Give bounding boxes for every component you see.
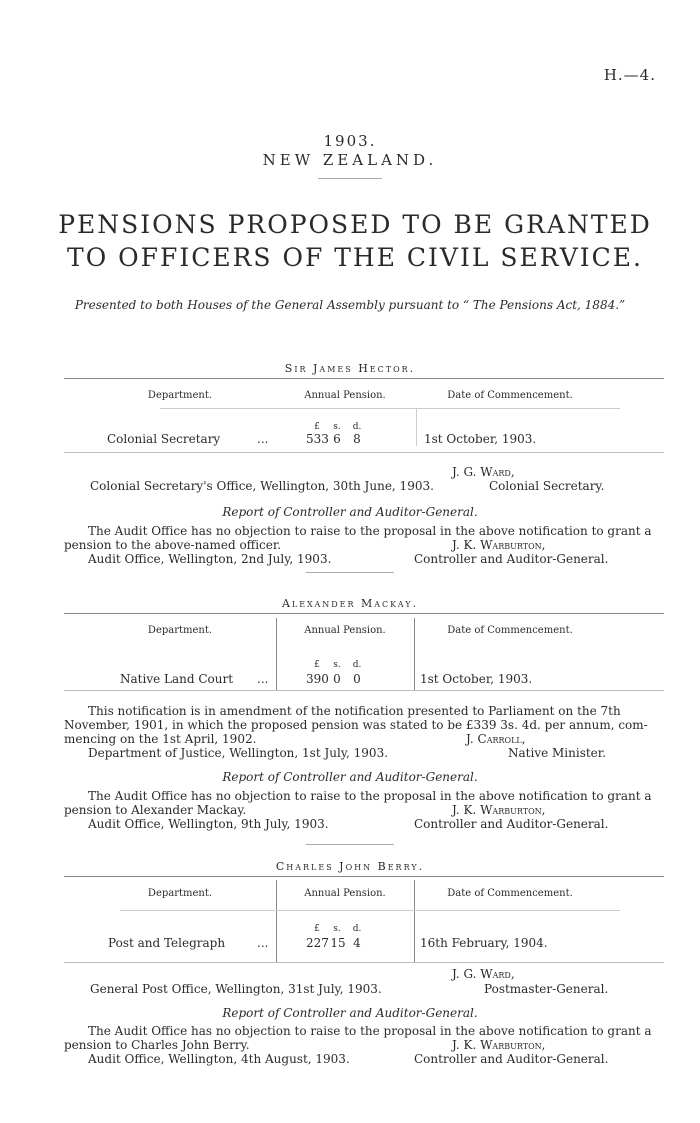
presented-note: Presented to both Houses of the General Assembly pursuant to “ The Pensions Act, 1884.” [74,298,626,312]
table-top-rule [64,613,664,614]
header-date: Date of Commencement. [447,625,573,636]
note-line-2: November, 1901, in which the proposed pension was stated to be £339 3s. 4d. per annum, com- [64,718,648,732]
unit-shillings: s. [333,660,341,670]
report-heading: Report of Controller and Auditor-General. [222,1006,478,1020]
column-divider [414,618,415,690]
pension-pence: 8 [353,432,361,446]
unit-pounds: £ [314,660,320,670]
audit-title: Controller and Auditor-General. [414,1052,609,1066]
divider [306,844,394,845]
department-cell: Post and Telegraph [108,936,226,950]
note-line-3: mencing on the 1st April, 1902. [64,732,257,746]
audit-title: Controller and Auditor-General. [414,817,609,831]
pension-pounds: 227 [306,936,329,950]
signer-title: Colonial Secretary. [489,479,605,493]
commencement-cell: 16th February, 1904. [420,936,548,950]
column-divider [276,618,277,690]
audit-text-line-1: The Audit Office has no objection to raise to the proposal in the above notification to grant a [88,1024,652,1038]
office-line: Department of Justice, Wellington, 1st July, 1903. [88,746,389,760]
table-top-rule [64,378,664,379]
audit-title: Controller and Auditor-General. [414,552,609,566]
unit-shillings: s. [333,422,341,432]
divider [306,572,394,573]
note-line-1: This notification is in amendment of the notification presented to Parliament on the 7th [88,704,621,718]
office-line: Colonial Secretary's Office, Wellington, 30th June, 1903. [90,479,434,493]
audit-text-line-2: pension to Alexander Mackay. [64,803,247,817]
audit-office-line: Audit Office, Wellington, 2nd July, 1903. [88,552,332,566]
header-date: Date of Commencement. [447,888,573,899]
column-divider [416,408,417,446]
department-cell: Colonial Secretary [107,432,221,446]
header-department: Department. [147,888,213,899]
document-year: 1903. [323,132,377,150]
unit-pence: d. [352,422,362,432]
audit-office-line: Audit Office, Wellington, 4th August, 1903. [88,1052,350,1066]
section-name: Sir James Hector. [284,362,416,375]
page-title: PENSIONS PROPOSED TO BE GRANTED TO OFFICERS OF THE CIVIL SERVICE. [58,210,652,272]
header-date: Date of Commencement. [447,390,573,401]
section-name: Alexander Mackay. [281,597,419,610]
pension-shillings: 15 [330,936,346,950]
leader-dots: ... [257,672,269,686]
document-country: NEW ZEALAND. [262,151,438,169]
table-bottom-rule [64,690,664,691]
commencement-cell: 1st October, 1903. [420,672,533,686]
audit-signer: J. K. Warburton, [452,803,546,817]
table-bottom-rule [64,962,664,963]
document-reference: H.—4. [603,66,656,84]
table-header-rule [160,408,620,409]
header-department: Department. [147,625,213,636]
unit-shillings: s. [333,924,341,934]
header-pension: Annual Pension. [304,390,386,401]
audit-office-line: Audit Office, Wellington, 9th July, 1903. [88,817,329,831]
report-heading: Report of Controller and Auditor-General. [222,505,478,519]
divider [318,178,382,179]
section-name: Charles John Berry. [275,860,425,873]
table-header-rule [120,910,620,911]
signer-name: J. Carroll, [466,732,526,746]
audit-signer: J. K. Warburton, [452,1038,546,1052]
signer-title: Native Minister. [508,746,607,760]
signer-name: J. G. Ward, [452,465,515,479]
report-heading: Report of Controller and Auditor-General. [222,770,478,784]
unit-pounds: £ [314,422,320,432]
unit-pence: d. [352,924,362,934]
audit-text-line-1: The Audit Office has no objection to raise to the proposal in the above notification to grant a [88,789,652,803]
leader-dots: ... [257,432,269,446]
pension-pounds: 390 [306,672,329,686]
pension-shillings: 6 [333,432,341,446]
pension-pence: 0 [353,672,361,686]
pension-pounds: 533 [306,432,329,446]
audit-text-line-1: The Audit Office has no objection to raise to the proposal in the above notification to grant a [88,524,652,538]
department-cell: Native Land Court [120,672,234,686]
audit-text-line-2: pension to the above-named officer. [64,538,282,552]
header-department: Department. [147,390,213,401]
signer-name: J. G. Ward, [452,967,515,981]
table-bottom-rule [64,452,664,453]
pension-shillings: 0 [333,672,341,686]
pension-pence: 4 [353,936,361,950]
header-pension: Annual Pension. [304,625,386,636]
office-line: General Post Office, Wellington, 31st July, 1903. [90,982,382,996]
signer-title: Postmaster-General. [484,982,609,996]
audit-signer: J. K. Warburton, [452,538,546,552]
header-pension: Annual Pension. [304,888,386,899]
column-divider [276,880,277,962]
table-top-rule [64,876,664,877]
commencement-cell: 1st October, 1903. [424,432,537,446]
unit-pence: d. [352,660,362,670]
unit-pounds: £ [314,924,320,934]
audit-text-line-2: pension to Charles John Berry. [64,1038,250,1052]
column-divider [414,880,415,962]
leader-dots: ... [257,936,269,950]
